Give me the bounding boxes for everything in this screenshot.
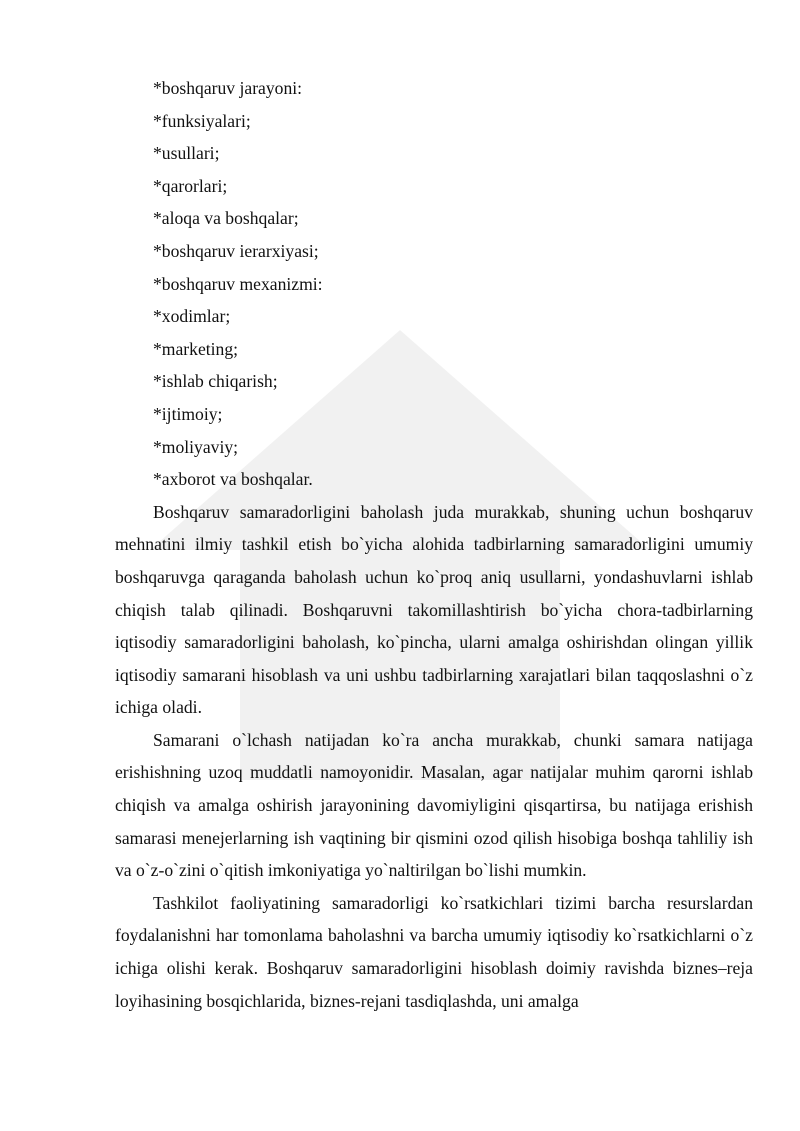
list-item: *usullari; <box>153 143 220 164</box>
list-item: *ishlab chiqarish; <box>153 371 278 392</box>
list-item: *aloqa va boshqalar; <box>153 208 299 229</box>
document-body <box>115 72 753 1017</box>
list-item: *marketing; <box>153 338 239 359</box>
list-item: *axborot va boshqalar. <box>153 469 313 490</box>
list-item: *boshqaruv ierarxiyasi; <box>153 240 319 261</box>
list-item: *qarorlari; <box>153 175 228 196</box>
list-item: *boshqaruv jarayoni: <box>153 78 303 98</box>
list-item: *moliyaviy; <box>153 436 239 457</box>
paragraph-efficiency-evaluation: Boshqaruv samaradorligini baholash juda murakkab, shuning uchun boshqaruv mehnatini ilmiy tashkil etish bo`yicha alohida tadbirlarning samaradorligini umumiy boshqaruvga qaraganda baholash uchun ko`proq aniq usullarni, yondashuvlarni ishlab chiqish talab qilinadi. Boshqaruvni takomillashtirish bo`yicha chora-tadbirlarning iqtisodiy samaradorligini baholash, ko`pincha, ularni amalga oshirishdan olingan yillik iqtisodiy samarani hisoblash va uni ushbu tadbirlarning xarajatlari bilan taqqoslashni o`z ichiga oladi. <box>115 501 753 718</box>
list-item: *funksiyalari; <box>153 110 251 131</box>
list-item: *boshqaruv mexanizmi: <box>153 273 323 294</box>
paragraph-indicator-system: Tashkilot faoliyatining samaradorligi ko`rsatkichlari tizimi barcha resurslardan foydalanishni har tomonlama baholashni va barcha umumiy iqtisodiy ko`rsatkichlarni o`z ichiga olishi kerak. Boshqaruv samaradorligini hisoblash doimiy ravishda biznes–reja loyihasining bosqichlarida, biznes-rejani tasdiqlashda, uni amalga <box>115 892 753 1011</box>
list-item: *ijtimoiy; <box>153 403 223 424</box>
paragraph-effect-measurement: Samarani o`lchash natijadan ko`ra ancha murakkab, chunki samara natijaga erishishning uzoq muddatli namoyonidir. Masalan, agar natijalar muhim qarorni ishlab chiqish va amalga oshirish jarayonining davomiyligini qisqartirsa, bu natijaga erishish samarasi menejerlarning ish vaqtining bir qismini ozod qilish hisobiga boshqa tahliliy ish va o`z-o`zini o`qitish imkoniyatiga yo`naltirilgan bo`lishi mumkin. <box>115 729 753 881</box>
list-item: *xodimlar; <box>153 306 231 327</box>
